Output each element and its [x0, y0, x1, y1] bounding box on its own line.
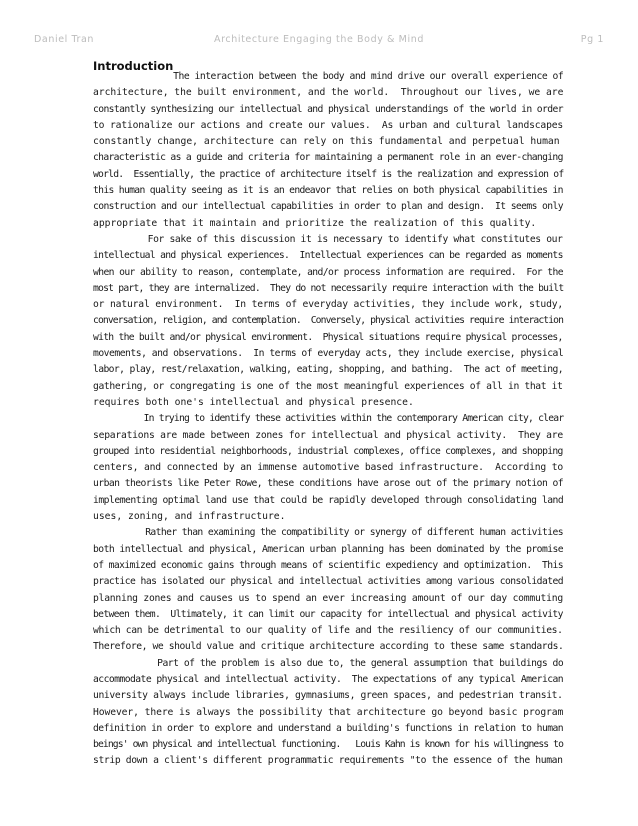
text-line: to rationalize our actions and create our values. As urban and cultural landscapes [93, 119, 564, 131]
header-page-number: Pg 1 [580, 34, 604, 45]
text-line: which can be detrimental to our quality of life and the resiliency of our communities. [93, 625, 563, 637]
text-line: movements, and observations. In terms of everyday acts, they include exercise, physical [93, 348, 564, 360]
text-line: when our ability to reason, contemplate, and/or process information are required. For the [93, 266, 563, 278]
text-line: intellectual and physical experiences. Intellectual experiences can be regarded as moments [93, 250, 563, 262]
text-line: construction and our intellectual capabilities in order to plan and design. It seems only [93, 201, 563, 213]
text-line: this human quality seeing as it is an endeavor that relies on both physical capabilities in [93, 185, 563, 197]
text-line: most part, they are internalized. They do not necessarily require interaction with the built [93, 282, 564, 294]
text-line: However, there is always the possibility that architecture go beyond basic program [93, 706, 564, 718]
body-text [93, 69, 563, 770]
text-line: with the built and/or physical environment. Physical situations require physical processes, [93, 331, 563, 343]
text-line: Therefore, we should value and critique architecture according to these same standards. [93, 641, 564, 653]
text-line: Part of the problem is also due to, the general assumption that buildings do [93, 657, 564, 669]
text-line: labor, play, rest/relaxation, walking, eating, shopping, and bathing. The act of meeting, [93, 364, 563, 376]
text-line: between them. Ultimately, it can limit our capacity for intellectual and physical activity [93, 608, 563, 620]
text-line: conversation, religion, and contemplation. Conversely, physical activities require interaction [93, 315, 564, 327]
text-line: world. Essentially, the practice of architecture itself is the realization and expression of [93, 168, 564, 180]
text-line: separations are made between zones for intellectual and physical activity. They are [93, 429, 563, 441]
text-line: beings' own physical and intellectual functioning. Louis Kahn is known for his willingness to [93, 739, 564, 751]
text-line: characteristic as a guide and criteria for maintaining a permanent role in an ever-changing [93, 152, 563, 164]
text-line: both intellectual and physical, American urban planning has been dominated by the promise [93, 543, 564, 555]
text-line: implementing optimal land use that could be rapidly developed through consolidating land [93, 494, 564, 506]
text-line: In trying to identify these activities within the contemporary American city, clear [93, 413, 564, 425]
section-heading: Introduction [93, 59, 174, 73]
text-line: uses, zoning, and infrastructure. [93, 511, 286, 523]
text-line: strip down a client's different programmatic requirements "to the essence of the human [93, 755, 563, 767]
text-line: definition in order to explore and understand a building's functions in relation to human [93, 722, 564, 734]
text-line: centers, and connected by an immense automotive based infrastructure. According to [93, 462, 564, 474]
text-line: The interaction between the body and mind drive our overall experience of [93, 71, 564, 82]
text-line: constantly change, architecture can rely on this fundamental and perpetual human [93, 136, 560, 148]
text-line: or natural environment. In terms of everyday activities, they include work, study, [93, 299, 564, 311]
text-line: of maximized economic gains through means of scientific expediency and optimization. This [93, 559, 563, 571]
header-title: Architecture Engaging the Body & Mind [214, 34, 424, 45]
header-author: Daniel Tran [34, 34, 95, 45]
text-line: university always include libraries, gymnasiums, green spaces, and pedestrian transit. [93, 690, 563, 702]
text-line: gathering, or congregating is one of the most meaningful experiences of all in that it [93, 380, 563, 392]
text-line: urban theorists like Peter Rowe, these conditions have arose out of the primary notion of [93, 478, 564, 490]
text-line: requires both one's intellectual and physical presence. [93, 396, 414, 408]
text-line: architecture, the built environment, and the world. Throughout our lives, we are [93, 87, 564, 99]
running-header [34, 34, 604, 48]
text-line: planning zones and causes us to spend an ever increasing amount of our day commuting [93, 592, 563, 604]
text-line: Rather than examining the compatibility or synergy of different human activities [93, 527, 563, 539]
text-line: accommodate physical and intellectual activity. The expectations of any typical American [93, 673, 564, 685]
text-line: constantly synthesizing our intellectual and physical understandings of the world in order [93, 103, 563, 115]
text-line: appropriate that it maintain and prioritize the realization of this quality. [93, 217, 537, 229]
text-line: practice has isolated our physical and intellectual activities among various consolidated [93, 576, 564, 588]
text-line: For sake of this discussion it is necessary to identify what constitutes our [93, 233, 563, 245]
text-line: grouped into residential neighborhoods, industrial complexes, office complexes, and shopping [93, 445, 563, 457]
